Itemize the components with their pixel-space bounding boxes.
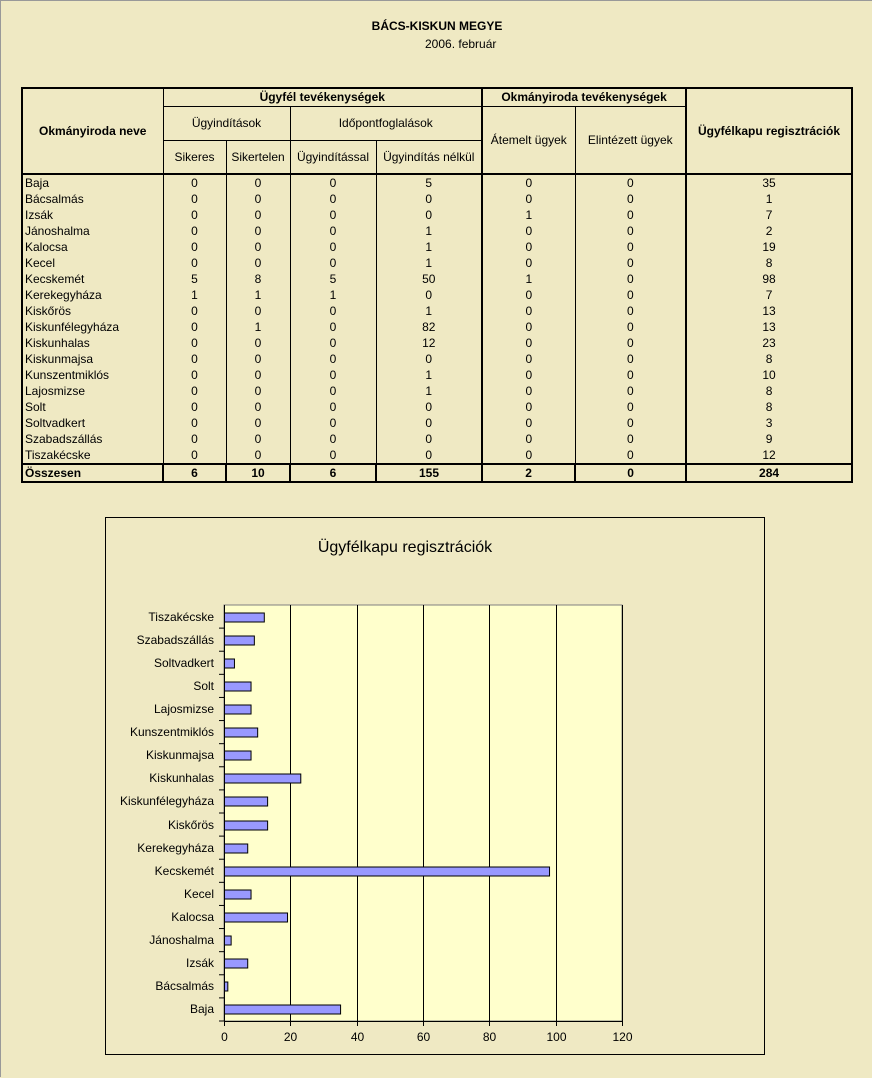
header-office-activities: Okmányiroda tevékenységek xyxy=(482,88,686,106)
office-name-cell: Kunszentmiklós xyxy=(22,367,163,383)
value-cell: 0 xyxy=(575,319,686,335)
bar xyxy=(225,867,550,876)
value-cell: 7 xyxy=(686,287,852,303)
x-tick-label: 0 xyxy=(221,1030,228,1044)
value-cell: 0 xyxy=(290,399,376,415)
value-cell: 0 xyxy=(163,335,226,351)
value-cell: 0 xyxy=(290,191,376,207)
bar xyxy=(225,659,235,668)
bar xyxy=(225,1005,341,1014)
category-label: Baja xyxy=(189,1002,214,1016)
value-cell: 0 xyxy=(376,287,482,303)
report-title-text: BÁCS-KISKUN MEGYE xyxy=(371,19,503,33)
report-date: 2006. február xyxy=(425,37,497,51)
value-cell: 1 xyxy=(376,367,482,383)
value-cell: 0 xyxy=(226,447,290,464)
value-cell: 0 xyxy=(575,223,686,239)
value-cell: 1 xyxy=(290,287,376,303)
value-cell: 0 xyxy=(575,287,686,303)
bar xyxy=(225,982,228,991)
value-cell: 0 xyxy=(376,399,482,415)
value-cell: 0 xyxy=(575,335,686,351)
value-cell: 0 xyxy=(163,207,226,223)
header-office-name: Okmányiroda neve xyxy=(22,88,163,174)
value-cell: 0 xyxy=(163,223,226,239)
value-cell: 0 xyxy=(290,367,376,383)
category-label: Bácsalmás xyxy=(155,979,214,993)
value-cell: 0 xyxy=(163,255,226,271)
category-label: Kunszentmiklós xyxy=(129,725,214,739)
value-cell: 13 xyxy=(686,319,852,335)
value-cell: 0 xyxy=(290,174,376,191)
value-cell: 0 xyxy=(376,351,482,367)
value-cell: 0 xyxy=(226,239,290,255)
value-cell: 6 xyxy=(290,464,376,482)
header-successful: Sikeres xyxy=(163,140,226,174)
value-cell: 0 xyxy=(482,174,575,191)
value-cell: 2 xyxy=(686,223,852,239)
bar xyxy=(225,682,252,691)
category-label: Kalocsa xyxy=(171,910,214,924)
header-case-initiations: Ügyindítások xyxy=(163,106,290,140)
value-cell: 5 xyxy=(290,271,376,287)
value-cell: 23 xyxy=(686,335,852,351)
bar xyxy=(225,890,252,899)
value-cell: 13 xyxy=(686,303,852,319)
value-cell: 0 xyxy=(482,255,575,271)
value-cell: 0 xyxy=(226,415,290,431)
value-cell: 0 xyxy=(163,431,226,447)
bar xyxy=(225,936,232,945)
header-unsuccessful: Sikertelen xyxy=(226,140,290,174)
value-cell: 0 xyxy=(482,191,575,207)
office-name-cell: Szabadszállás xyxy=(22,431,163,447)
category-label: Kiskunfélegyháza xyxy=(119,794,214,808)
bar xyxy=(225,797,268,806)
value-cell: 0 xyxy=(575,399,686,415)
office-name-cell: Kiskőrös xyxy=(22,303,163,319)
office-name-cell: Izsák xyxy=(22,207,163,223)
value-cell: 0 xyxy=(482,287,575,303)
value-cell: 0 xyxy=(290,319,376,335)
value-cell: 0 xyxy=(482,431,575,447)
value-cell: 98 xyxy=(686,271,852,287)
value-cell: 0 xyxy=(575,383,686,399)
value-cell: 0 xyxy=(163,239,226,255)
bar xyxy=(225,613,265,622)
value-cell: 5 xyxy=(376,174,482,191)
value-cell: 8 xyxy=(226,271,290,287)
bar xyxy=(225,705,252,714)
value-cell: 12 xyxy=(686,447,852,464)
value-cell: 0 xyxy=(226,174,290,191)
value-cell: 1 xyxy=(376,303,482,319)
value-cell: 0 xyxy=(226,367,290,383)
value-cell: 8 xyxy=(686,399,852,415)
value-cell: 0 xyxy=(575,431,686,447)
value-cell: 1 xyxy=(686,191,852,207)
value-cell: 0 xyxy=(290,383,376,399)
value-cell: 0 xyxy=(482,447,575,464)
value-cell: 0 xyxy=(226,351,290,367)
x-tick-label: 80 xyxy=(482,1030,497,1044)
value-cell: 1 xyxy=(482,207,575,223)
value-cell: 1 xyxy=(482,271,575,287)
value-cell: 1 xyxy=(226,287,290,303)
header-appointments: Időpontfoglalások xyxy=(290,106,482,140)
value-cell: 0 xyxy=(163,415,226,431)
value-cell: 0 xyxy=(290,415,376,431)
office-name-cell: Jánoshalma xyxy=(22,223,163,239)
value-cell: 1 xyxy=(163,287,226,303)
bar xyxy=(225,636,255,645)
value-cell: 1 xyxy=(376,255,482,271)
header-client-activities: Ügyfél tevékenységek xyxy=(163,88,482,106)
office-name-cell: Soltvadkert xyxy=(22,415,163,431)
value-cell: 0 xyxy=(482,415,575,431)
value-cell: 0 xyxy=(163,351,226,367)
value-cell: 0 xyxy=(226,303,290,319)
bar-chart xyxy=(1,1,872,1078)
value-cell: 0 xyxy=(482,383,575,399)
value-cell: 3 xyxy=(686,415,852,431)
value-cell: 9 xyxy=(686,431,852,447)
office-name-cell: Kiskunhalas xyxy=(22,335,163,351)
value-cell: 0 xyxy=(376,415,482,431)
value-cell: 6 xyxy=(163,464,226,482)
value-cell: 0 xyxy=(226,207,290,223)
value-cell: 8 xyxy=(686,383,852,399)
category-label: Kiskunhalas xyxy=(149,771,214,785)
category-label: Tiszakécske xyxy=(148,610,214,624)
category-label: Jánoshalma xyxy=(149,933,214,947)
value-cell: 0 xyxy=(163,191,226,207)
category-label: Kiskőrös xyxy=(167,818,214,832)
office-name-cell: Kecskemét xyxy=(22,271,163,287)
value-cell: 1 xyxy=(376,383,482,399)
value-cell: 0 xyxy=(226,431,290,447)
office-name-cell: Kiskunfélegyháza xyxy=(22,319,163,335)
office-name-cell: Bácsalmás xyxy=(22,191,163,207)
value-cell: 0 xyxy=(482,303,575,319)
bar xyxy=(225,821,268,830)
value-cell: 0 xyxy=(376,431,482,447)
value-cell: 0 xyxy=(482,351,575,367)
x-tick-label: 120 xyxy=(612,1030,633,1044)
value-cell: 19 xyxy=(686,239,852,255)
value-cell: 0 xyxy=(575,191,686,207)
value-cell: 0 xyxy=(482,335,575,351)
value-cell: 12 xyxy=(376,335,482,351)
header-moved-cases: Átemelt ügyek xyxy=(482,106,575,174)
value-cell: 0 xyxy=(163,399,226,415)
x-tick-label: 100 xyxy=(546,1030,567,1044)
category-label: Soltvadkert xyxy=(153,656,214,670)
bar xyxy=(225,844,248,853)
value-cell: 0 xyxy=(575,239,686,255)
bar xyxy=(225,959,248,968)
value-cell: 0 xyxy=(290,207,376,223)
value-cell: 0 xyxy=(575,255,686,271)
bar xyxy=(225,751,252,760)
value-cell: 0 xyxy=(163,303,226,319)
value-cell: 0 xyxy=(575,415,686,431)
value-cell: 0 xyxy=(482,399,575,415)
header-without-initiation: Ügyindítás nélkül xyxy=(376,140,482,174)
value-cell: 0 xyxy=(226,383,290,399)
x-tick-label: 40 xyxy=(350,1030,365,1044)
value-cell: 8 xyxy=(686,351,852,367)
value-cell: 1 xyxy=(376,239,482,255)
value-cell: 284 xyxy=(686,464,852,482)
office-name-cell: Tiszakécske xyxy=(22,447,163,464)
office-name-cell: Kerekegyháza xyxy=(22,287,163,303)
value-cell: 1 xyxy=(376,223,482,239)
value-cell: 0 xyxy=(226,399,290,415)
value-cell: 0 xyxy=(575,174,686,191)
value-cell: 0 xyxy=(482,239,575,255)
value-cell: 0 xyxy=(226,335,290,351)
value-cell: 0 xyxy=(376,191,482,207)
value-cell: 0 xyxy=(290,223,376,239)
value-cell: 0 xyxy=(290,335,376,351)
office-name-cell: Kalocsa xyxy=(22,239,163,255)
value-cell: 7 xyxy=(686,207,852,223)
office-name-cell: Kecel xyxy=(22,255,163,271)
category-label: Szabadszállás xyxy=(136,633,214,647)
value-cell: 0 xyxy=(226,255,290,271)
category-label: Izsák xyxy=(185,956,214,970)
value-cell: 0 xyxy=(575,303,686,319)
value-cell: 0 xyxy=(575,447,686,464)
category-label: Kerekegyháza xyxy=(137,841,214,855)
office-name-cell: Összesen xyxy=(22,464,163,482)
value-cell: 10 xyxy=(226,464,290,482)
value-cell: 5 xyxy=(163,271,226,287)
category-label: Solt xyxy=(193,679,214,693)
x-tick-label: 60 xyxy=(416,1030,431,1044)
value-cell: 10 xyxy=(686,367,852,383)
value-cell: 0 xyxy=(575,351,686,367)
value-cell: 0 xyxy=(575,464,686,482)
value-cell: 0 xyxy=(163,367,226,383)
category-label: Kiskunmajsa xyxy=(145,748,214,762)
value-cell: 0 xyxy=(376,207,482,223)
value-cell: 0 xyxy=(575,207,686,223)
value-cell: 2 xyxy=(482,464,575,482)
office-name-cell: Baja xyxy=(22,174,163,191)
value-cell: 0 xyxy=(163,319,226,335)
value-cell: 0 xyxy=(226,223,290,239)
value-cell: 50 xyxy=(376,271,482,287)
value-cell: 0 xyxy=(482,319,575,335)
value-cell: 0 xyxy=(290,431,376,447)
value-cell: 0 xyxy=(575,367,686,383)
category-label: Lajosmizse xyxy=(153,702,214,716)
value-cell: 35 xyxy=(686,174,852,191)
value-cell: 0 xyxy=(290,303,376,319)
value-cell: 1 xyxy=(226,319,290,335)
bar xyxy=(225,774,301,783)
header-registrations: Ügyfélkapu regisztrációk xyxy=(686,88,852,174)
value-cell: 155 xyxy=(376,464,482,482)
category-label: Kecel xyxy=(183,887,214,901)
x-tick-label: 20 xyxy=(283,1030,298,1044)
bar xyxy=(225,728,258,737)
value-cell: 0 xyxy=(376,447,482,464)
office-name-cell: Lajosmizse xyxy=(22,383,163,399)
value-cell: 0 xyxy=(163,447,226,464)
bar xyxy=(225,913,288,922)
value-cell: 0 xyxy=(290,255,376,271)
value-cell: 0 xyxy=(290,239,376,255)
value-cell: 0 xyxy=(163,383,226,399)
header-done-cases: Elintézett ügyek xyxy=(575,106,686,174)
office-name-cell: Kiskunmajsa xyxy=(22,351,163,367)
header-with-initiation: Ügyindítással xyxy=(290,140,376,174)
value-cell: 0 xyxy=(163,174,226,191)
chart-title-text: Ügyfélkapu regisztrációk xyxy=(317,539,493,556)
value-cell: 8 xyxy=(686,255,852,271)
value-cell: 0 xyxy=(482,367,575,383)
category-label: Kecskemét xyxy=(154,864,214,878)
value-cell: 82 xyxy=(376,319,482,335)
value-cell: 0 xyxy=(226,191,290,207)
value-cell: 0 xyxy=(575,271,686,287)
value-cell: 0 xyxy=(290,351,376,367)
value-cell: 0 xyxy=(290,447,376,464)
office-name-cell: Solt xyxy=(22,399,163,415)
value-cell: 0 xyxy=(482,223,575,239)
